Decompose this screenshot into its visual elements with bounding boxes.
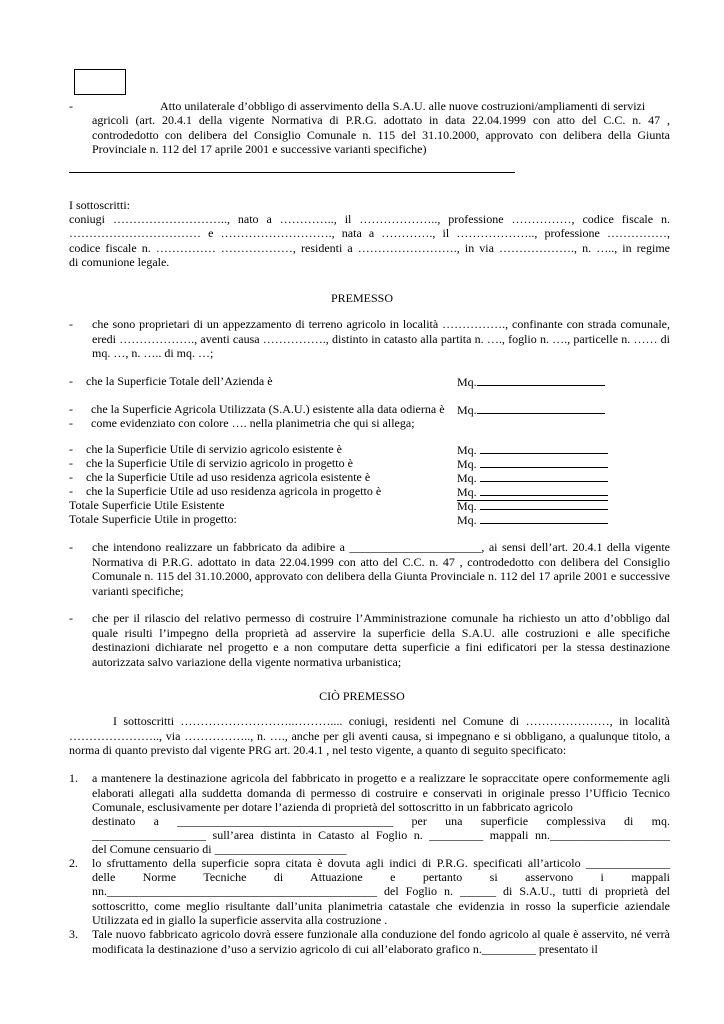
blank-line (477, 374, 605, 386)
mq-label: Mq. (457, 471, 477, 485)
cio-premesso-para: I sottoscritti ………………………..……….... coniugi, residenti nel Comune di …………………, in località ………………….., via …………….., n. …., anche per gli aventi causa, si impegnano e si obbligano, a qualunque titolo, a norma di quanto previsto dal vigente PRG art. 20.4.1 , nel testo vigente, a quanto di seguito specificato: (69, 714, 670, 757)
dash-bullet: - (69, 442, 73, 456)
dash-bullet: - (69, 374, 73, 388)
blank-line (480, 470, 608, 482)
dash-bullet: - (69, 484, 73, 498)
surface-row (69, 484, 669, 498)
obligation-2b: delle Norme Tecniche di Attuazione e pertanto si asservono i mappali (92, 870, 670, 884)
mq-label: Mq. (457, 513, 477, 527)
obligation-1b2: ___________________ sull’area distinta in Catasto al Foglio n. _________ mappali nn.____________________ (92, 828, 670, 842)
title-rest: agricoli (art. 20.4.1 della vigente Normativa di P.R.G. adottato in data 22.04.1999 con atto del C.C. n. 47 , controdedotto con delibera del Consiglio Comunale n. 115 del 31.10.2000, approvato con delibera della Giunta Provinciale n. 112 del 17 aprile 2001 e successive varianti specifiche) (92, 113, 670, 156)
surface-row (69, 442, 669, 456)
blank-line (480, 498, 608, 510)
surface-sau-row (69, 402, 669, 416)
mq-label: Mq. (457, 375, 477, 389)
mq-label: Mq. (457, 443, 477, 457)
surface-row (69, 512, 669, 526)
surface-row-label: che la Superficie Utile ad uso residenza agricola esistente è (86, 470, 371, 484)
blank-line (480, 456, 608, 468)
mq-label: Mq. (457, 403, 477, 417)
blank-line (477, 402, 605, 414)
surface-sau-label: che la Superficie Agricola Utilizzata (S.A.U.) esistente alla data odierna è (91, 402, 445, 416)
stamp-box (74, 69, 126, 95)
item-number: 2. (69, 856, 78, 870)
item-realizzare: che intendono realizzare un fabbricato da adibire a ______________________, ai sensi dell’art. 20.4.1 della vigente Normativa di P.R.G. adottato in data 22.04.1999 con atto del C.C. n. 47 , controdedotto con delibera del Consiglio Comunale n. 115 del 31.10.2000, approvato con delibera della Giunta Provinciale n. 112 del 17 aprile 2001 e successive varianti specifiche; (92, 540, 670, 598)
intro-line4: di comunione legale. (69, 255, 170, 269)
intro-heading: I sottoscritti: (69, 198, 130, 212)
surface-row-label: che la Superficie Utile di servizio agricolo in progetto è (86, 456, 353, 470)
title-line1: Atto unilaterale d’obbligo di asservimento della S.A.U. alle nuove costruzioni/ampliamenti di servizi (160, 99, 646, 113)
surface-evidenziato-row (69, 416, 669, 430)
obligation-1b1: destinato a ____________________________________ per una superficie complessiva di mq. (92, 814, 670, 828)
dash-bullet: - (69, 540, 73, 554)
mq-field (457, 374, 605, 390)
obligation-3: Tale nuovo fabbricato agricolo dovrà essere funzionale alla conduzione del fondo agricolo al quale è asservito, né verrà modificata la destinazione d’uso a servizio agricolo di cui all’elaborato grafico n._________ presentato il (92, 927, 670, 956)
dash-bullet: - (69, 402, 73, 416)
mq-field (457, 512, 608, 528)
item-number: 3. (69, 927, 78, 941)
dash-bullet: - (69, 456, 73, 470)
obligation-2a: lo sfruttamento della superficie sopra citata è dovuta agli indici di P.R.G. specificati all’articolo ______________ (92, 856, 670, 870)
horizontal-rule (69, 172, 515, 173)
dash-bullet: - (69, 470, 73, 484)
surface-row (69, 470, 669, 484)
mq-label: Mq. (457, 457, 477, 471)
surface-row (69, 498, 669, 512)
obligation-1b3: del Comune censuario di ______________________ (92, 842, 347, 856)
cio-premesso-heading: CIÒ PREMESSO (319, 689, 405, 703)
dash-bullet: - (69, 416, 73, 430)
obligation-2c: nn._____________________________________________ del Foglio n. ______ di S.A.U., tutti di proprietà del sottoscritto, come meglio risultante dall’unita planimetria catastale che evidenzia in rosso la superficie aziendale Utilizzata ed in giallo la superficie asservita alla costruzione . (92, 884, 670, 927)
surface-row-label: Totale Superficie Utile in progetto: (69, 512, 237, 526)
blank-line (480, 442, 608, 454)
premesso-item1: che sono proprietari di un appezzamento di terreno agricolo in località ……………., confinante con strada comunale, eredi ………………., aventi causa ……………., distinto in catasto alla partita n. …., foglio n. …., particelle n. …… di mq. …, n. ….. di mq. …; (92, 317, 670, 360)
surface-row-label: che la Superficie Utile ad uso residenza agricola in progetto è (86, 484, 382, 498)
mq-label: Mq. (457, 499, 477, 513)
surface-total-row (69, 374, 669, 388)
obligation-1a: a mantenere la destinazione agricola del fabbricato in progetto e a realizzare le sopraccitate opere conformemente agli elaborati allegati alla suddetta domanda di permesso di costruire e conservati in originale presso l’Ufficio Tecnico Comunale, esclusivamente per dotare l’azienda di proprietà del sottoscritto in un fabbricato agricolo (92, 771, 670, 814)
blank-line (480, 512, 608, 524)
intro-line2: …………………………… e ………………………., nata a …………., il ……………….., professione ……………, (69, 226, 670, 240)
surface-row (69, 456, 669, 470)
dash-bullet: - (69, 99, 73, 113)
dash-bullet: - (69, 317, 73, 331)
item-rilascio: che per il rilascio del relativo permesso di costruire l’Amministrazione comunale ha richiesto un atto d’obbligo dal quale risulti l’impegno della proprietà ad asservire la superficie della S.A.U. alle costruzioni e alle specifiche destinazioni dichiarate nel progetto e a non computare detta superficie a fini edificatori per la stessa destinazione autorizzata salvo variazione della vigente normativa urbanistica; (92, 611, 670, 669)
blank-line (480, 484, 608, 496)
surface-row-label: che la Superficie Utile di servizio agricolo esistente è (86, 442, 342, 456)
mq-label: Mq. (457, 485, 477, 499)
premesso-heading: PREMESSO (330, 291, 394, 305)
intro-line3: codice fiscale n. …………… ………………, residenti a ……………………., in via ………………., n. ….., in regime (69, 241, 670, 255)
surface-row-label: Totale Superficie Utile Esistente (69, 498, 225, 512)
intro-line1: coniugi ……………………….., nato a ………….., il ……………….., professione ……………, codice fiscale n. (69, 212, 670, 226)
surface-total-label: che la Superficie Totale dell’Azienda è (86, 374, 273, 388)
dash-bullet: - (69, 611, 73, 625)
item-number: 1. (69, 771, 78, 785)
surface-evidenziato-label: come evidenziato con colore …. nella planimetria che qui si allega; (91, 416, 415, 430)
